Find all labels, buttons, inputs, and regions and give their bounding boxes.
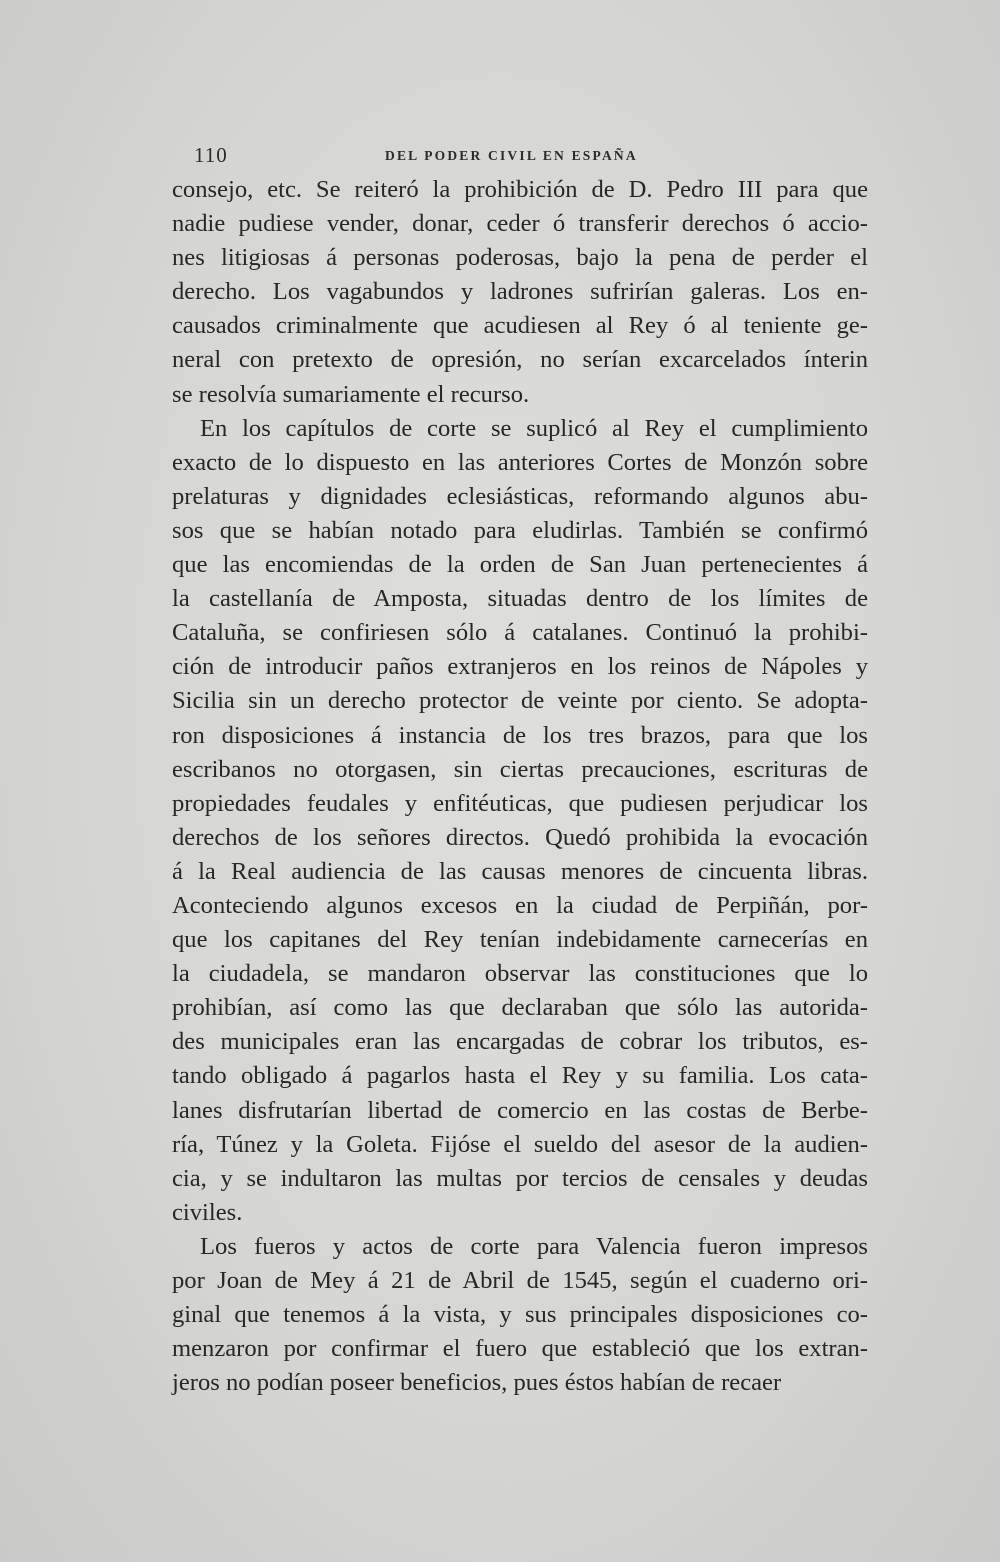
text-line: consejo, etc. Se reiteró la prohibición de D. Pedro III para que: [172, 176, 868, 203]
text-line: Cataluña, se confiriesen sólo á catalanes. Continuó la prohibi-: [172, 619, 868, 647]
text-line: civiles.: [172, 1198, 243, 1226]
text-line: por Joan de Mey á 21 de Abril de 1545, según el cuaderno ori-: [172, 1267, 868, 1294]
text-line: la castellanía de Amposta, situadas dentro de los límites de: [172, 585, 868, 613]
text-line: propiedades feudales y enfitéuticas, que pudiesen perjudicar los: [172, 789, 868, 817]
text-line: ginal que tenemos á la vista, y sus principales disposiciones co-: [172, 1301, 868, 1329]
text-line: causados criminalmente que acudiesen al Rey ó al teniente ge-: [172, 312, 868, 340]
paragraph: [172, 412, 868, 1230]
text-line: tando obligado á pagarlos hasta el Rey y su familia. Los cata-: [172, 1062, 868, 1090]
paragraph: [172, 173, 868, 412]
text-line: ción de introducir paños extranjeros en los reinos de Nápoles y: [172, 653, 868, 681]
paragraph: [172, 1230, 868, 1400]
text-line: ron disposiciones á instancia de los tres brazos, para que los: [172, 721, 868, 749]
text-line: neral con pretexto de opresión, no serían excarcelados ínterin: [172, 346, 868, 374]
text-line: que los capitanes del Rey tenían indebidamente carnecerías en: [172, 926, 868, 954]
text-line: nadie pudiese vender, donar, ceder ó transferir derechos ó accio-: [172, 210, 868, 238]
running-head: DEL PODER CIVIL EN ESPAÑA: [385, 148, 638, 163]
text-line: que las encomiendas de la orden de San Juan pertenecientes á: [172, 551, 868, 579]
text-line: la ciudadela, se mandaron observar las constituciones que lo: [172, 960, 868, 988]
text-line: se resolvía sumariamente el recurso.: [172, 380, 530, 408]
text-line: prelaturas y dignidades eclesiásticas, reformando algunos abu-: [172, 482, 868, 510]
text-line: Sicilia sin un derecho protector de veinte por ciento. Se adopta-: [172, 687, 868, 715]
text-line: derechos de los señores directos. Quedó prohibida la evocación: [172, 823, 868, 851]
text-line: menzaron por confirmar el fuero que estableció que los extran-: [172, 1335, 868, 1363]
text-line: Los fueros y actos de corte para Valencia fueron impresos: [200, 1232, 868, 1260]
text-line: Aconteciendo algunos excesos en la ciudad de Perpiñán, por-: [172, 891, 868, 919]
body-text: [172, 173, 868, 1400]
text-line: prohibían, así como las que declaraban que sólo las autorida-: [172, 994, 868, 1022]
text-line: En los capítulos de corte se suplicó al Rey el cumplimiento: [200, 414, 868, 442]
text-line: jeros no podían poseer beneficios, pues éstos habían de recaer: [172, 1369, 782, 1397]
text-line: á la Real audiencia de las causas menores de cincuenta libras.: [172, 857, 868, 885]
text-line: sos que se habían notado para eludirlas. También se confirmó: [172, 516, 868, 544]
text-line: ría, Túnez y la Goleta. Fijóse el sueldo del asesor de la audien-: [172, 1130, 868, 1158]
page-header: [0, 143, 1000, 173]
text-line: des municipales eran las encargadas de cobrar los tributos, es-: [172, 1028, 868, 1056]
text-line: escribanos no otorgasen, sin ciertas precauciones, escrituras de: [172, 755, 868, 783]
text-line: lanes disfrutarían libertad de comercio en las costas de Berbe-: [172, 1096, 868, 1124]
text-line: nes litigiosas á personas poderosas, bajo la pena de perder el: [172, 244, 868, 272]
text-line: derecho. Los vagabundos y ladrones sufrirían galeras. Los en-: [172, 278, 868, 306]
text-line: cia, y se indultaron las multas por tercios de censales y deudas: [172, 1164, 868, 1192]
page-number: 110: [194, 143, 228, 167]
text-line: exacto de lo dispuesto en las anteriores Cortes de Monzón sobre: [172, 448, 868, 476]
